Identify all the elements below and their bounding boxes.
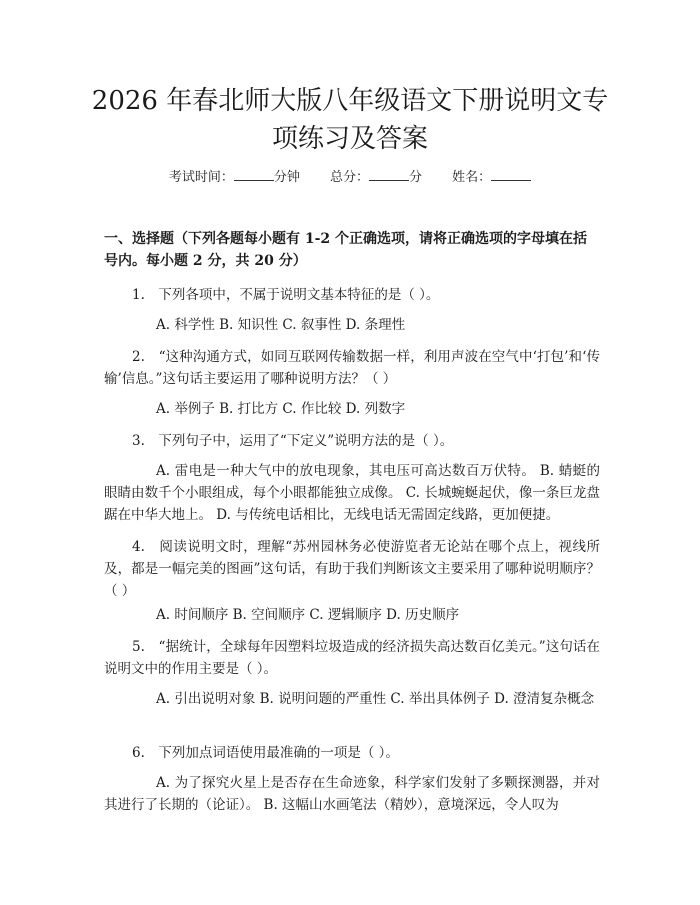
page-title: 2026 年春北师大版八年级语文下册说明文专项练习及答案 [91,86,609,154]
section-heading: 一、选择题（下列各题每小题有 1-2 个正确选项，请将正确选项的字母填在括号内。每小题 2 分，共 20 分） [104,231,588,269]
question-1-stem: 1. 下列各项中，不属于说明文基本特征的是（ ）。 [132,287,440,303]
question-3-options: A. 雷电是一种大气中的放电现象，其电压可高达数百万伏特。 B. 蜻蜓的眼睛由数千个小眼组成，每个小眼都能独立成像。 C. 长城蜿蜒起伏，像一条巨龙盘踞在中华大地上。 D. 与传统电话相比，无线电话无需固定线路，更加便捷。 [104,463,600,523]
question-4-options: A. 时间顺序 B. 空间顺序 C. 逻辑顺序 D. 历史顺序 [156,607,460,623]
total-score-label: 总分： [329,170,369,185]
total-score-blank [369,168,409,181]
total-score-field [330,170,422,185]
exam-info-line [0,168,700,188]
question-5-options: A. 引出说明对象 B. 说明问题的严重性 C. 举出具体例子 D. 澄清复杂概念 [156,691,595,707]
question-4-stem: 4. 阅读说明文时，理解“苏州园林务必使游览者无论站在哪个点上，视线所及，都是一幅完美的图画”这句话，有助于我们判断该文主要采用了哪种说明顺序？（ ） [104,539,600,599]
question-1-options: A. 科学性 B. 知识性 C. 叙事性 D. 条理性 [156,317,406,333]
exam-time-label: 考试时间： [168,170,234,185]
question-2-stem: 2. “这种沟通方式，如同互联网传输数据一样，利用声波在空气中‘打包’和‘传输’信息。”这句话主要运用了哪种说明方法？（ ） [104,349,600,387]
question-5-stem: 5. “据统计，全球每年因塑料垃圾造成的经济损失高达数百亿美元。”这句话在说明文中的作用主要是（ ）。 [104,639,600,677]
name-label: 姓名： [452,170,492,185]
question-6-options: A. 为了探究火星上是否存在生命迹象，科学家们发射了多颗探测器，并对其进行了长期的（论证）。 B. 这幅山水画笔法（精妙），意境深远，令人叹为 [104,775,600,813]
question-6-stem: 6. 下列加点词语使用最准确的一项是（ ）。 [132,745,399,761]
exam-time-blank [234,168,274,181]
question-3-stem: 3. 下列句子中，运用了“下定义”说明方法的是（ ）。 [132,433,454,449]
name-field [452,170,531,185]
name-blank [491,168,531,181]
question-2-options: A. 举例子 B. 打比方 C. 作比较 D. 列数字 [156,401,406,417]
exam-time-field [169,170,300,185]
total-score-unit: 分 [409,170,423,185]
exam-time-unit: 分钟 [273,170,300,185]
